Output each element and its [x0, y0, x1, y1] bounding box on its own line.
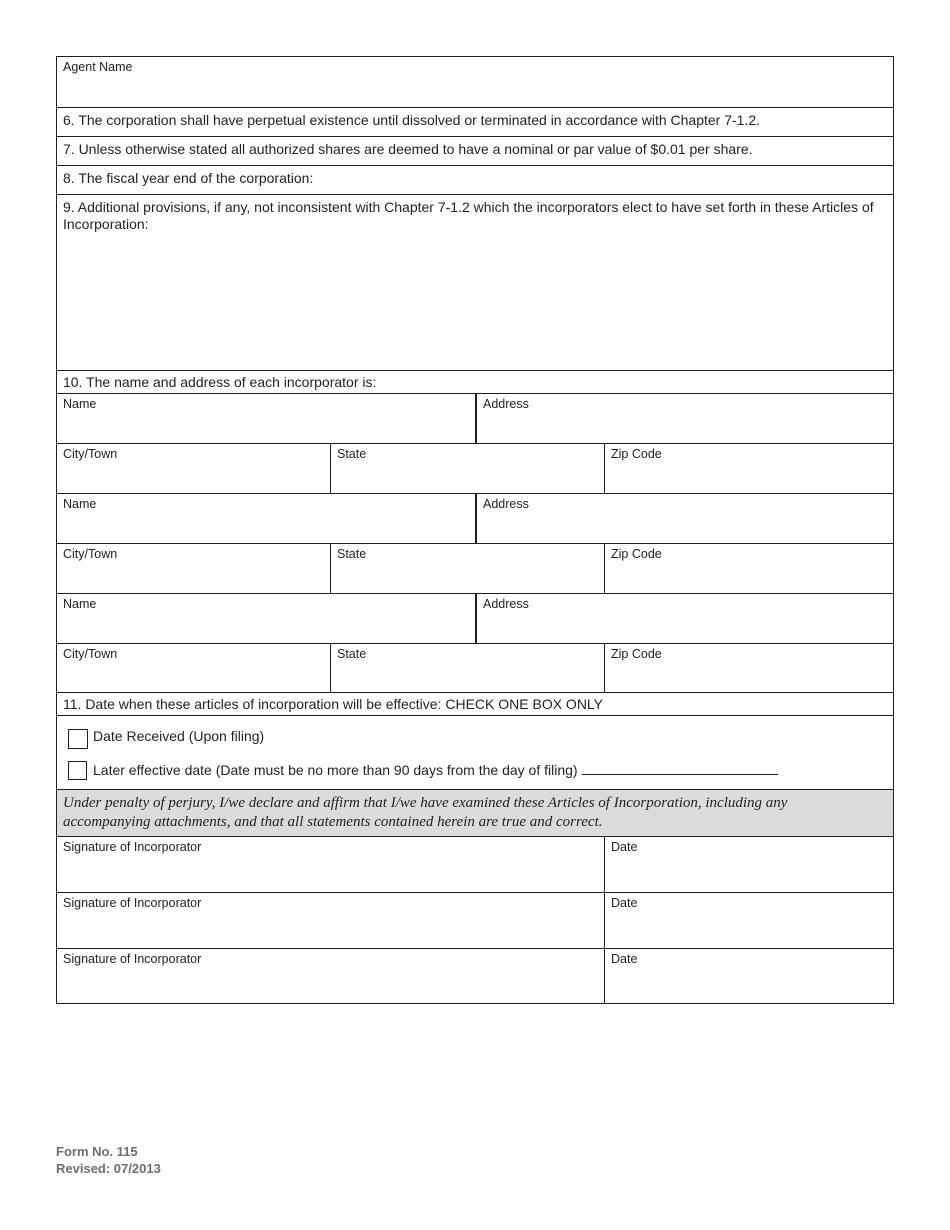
state-label: State: [337, 447, 367, 461]
incorporator-3-state-field[interactable]: [330, 644, 604, 692]
address-label: Address: [483, 397, 529, 411]
signature-label: Signature of Incorporator: [63, 840, 202, 854]
incorporator-1-city-row: [57, 443, 893, 493]
item-10-row: [57, 370, 893, 393]
item-7-text: 7. Unless otherwise stated all authorized shares are deemed to have a nominal or par value of $0.01 per share.: [63, 141, 753, 157]
signature-1-field[interactable]: [57, 837, 604, 892]
incorporator-2-zip-field[interactable]: [604, 544, 893, 593]
incorporator-3-city-row: [57, 643, 893, 692]
city-label: City/Town: [63, 447, 118, 461]
name-label: Name: [63, 397, 97, 411]
agent-name-label: Agent Name: [63, 60, 133, 74]
signature-2-field[interactable]: [57, 893, 604, 948]
incorporator-2-name-row: [57, 493, 893, 543]
signature-1-date-field[interactable]: [604, 837, 893, 892]
incorporator-2-city-row: [57, 543, 893, 593]
incorporator-1-address-field[interactable]: [475, 394, 893, 443]
later-date-blank[interactable]: [582, 761, 778, 775]
signature-3-date-field[interactable]: [604, 949, 893, 1003]
fiscal-year-row[interactable]: [57, 165, 893, 194]
signature-label: Signature of Incorporator: [63, 952, 202, 966]
incorporator-1-name-field[interactable]: [57, 394, 475, 443]
name-label: Name: [63, 597, 97, 611]
city-label: City/Town: [63, 647, 118, 661]
state-label: State: [337, 547, 367, 561]
signature-row-3: [57, 948, 893, 1003]
date-label: Date: [611, 840, 638, 854]
address-label: Address: [483, 597, 529, 611]
city-label: City/Town: [63, 547, 118, 561]
effective-date-options: [57, 715, 893, 789]
incorporator-3-name-row: [57, 593, 893, 643]
incorporator-1-name-row: [57, 393, 893, 443]
zip-label: Zip Code: [611, 447, 662, 461]
date-label: Date: [611, 952, 638, 966]
signature-row-1: [57, 836, 893, 892]
incorporator-1-city-field[interactable]: [57, 444, 330, 493]
signature-label: Signature of Incorporator: [63, 896, 202, 910]
additional-provisions-row[interactable]: [57, 194, 893, 370]
state-label: State: [337, 647, 367, 661]
incorporator-2-city-field[interactable]: [57, 544, 330, 593]
later-date-label: Later effective date (Date must be no more than 90 days from the day of filing): [93, 762, 578, 778]
later-date-option: [93, 761, 778, 778]
item-6-row: [57, 107, 893, 136]
name-label: Name: [63, 497, 97, 511]
address-label: Address: [483, 497, 529, 511]
item-11-text: 11. Date when these articles of incorporation will be effective: CHECK ONE BOX ONLY: [63, 696, 604, 712]
incorporator-1-zip-field[interactable]: [604, 444, 893, 493]
zip-label: Zip Code: [611, 547, 662, 561]
form-number: Form No. 115: [56, 1144, 138, 1159]
item-9-text: 9. Additional provisions, if any, not inconsistent with Chapter 7-1.2 which the incorporators elect to have set forth in these Articles of Incorporation:: [63, 199, 874, 232]
articles-form: [56, 56, 894, 1004]
signature-3-field[interactable]: [57, 949, 604, 1003]
item-11-row: [57, 692, 893, 715]
incorporator-3-zip-field[interactable]: [604, 644, 893, 692]
signature-2-date-field[interactable]: [604, 893, 893, 948]
incorporator-3-address-field[interactable]: [475, 594, 893, 643]
incorporator-1-state-field[interactable]: [330, 444, 604, 493]
signature-row-2: [57, 892, 893, 948]
item-10-text: 10. The name and address of each incorporator is:: [63, 374, 377, 390]
perjury-statement: Under penalty of perjury, I/we declare and affirm that I/we have examined these Articles of Incorporation, including any accompanying attachments, and that all statements contained herein are true and correct.: [63, 795, 788, 830]
later-date-checkbox[interactable]: [68, 761, 87, 780]
revision-date: Revised: 07/2013: [56, 1161, 161, 1176]
incorporator-2-address-field[interactable]: [475, 494, 893, 543]
incorporator-2-name-field[interactable]: [57, 494, 475, 543]
incorporator-3-city-field[interactable]: [57, 644, 330, 692]
item-8-text: 8. The fiscal year end of the corporation:: [63, 170, 314, 186]
item-6-text: 6. The corporation shall have perpetual existence until dissolved or terminated in accordance with Chapter 7-1.2.: [63, 112, 761, 128]
zip-label: Zip Code: [611, 647, 662, 661]
incorporator-3-name-field[interactable]: [57, 594, 475, 643]
perjury-statement-row: [57, 789, 893, 836]
date-received-checkbox[interactable]: [68, 729, 88, 749]
date-received-label: Date Received (Upon filing): [93, 728, 265, 744]
incorporator-2-state-field[interactable]: [330, 544, 604, 593]
item-7-row: [57, 136, 893, 165]
agent-name-row[interactable]: [57, 57, 893, 107]
date-label: Date: [611, 896, 638, 910]
